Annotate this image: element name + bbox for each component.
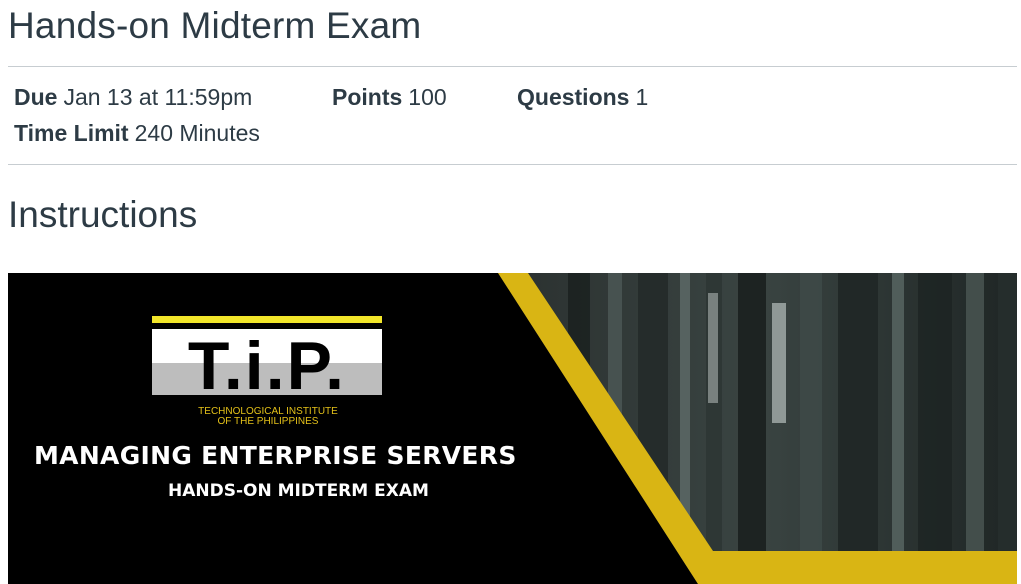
quiz-detail-questions xyxy=(517,82,648,112)
logo-tagline xyxy=(168,407,368,427)
time-limit-value: 240 Minutes xyxy=(134,120,260,146)
banner-graphic xyxy=(8,273,1017,584)
due-label: Due xyxy=(14,84,58,110)
instructions-heading: Instructions xyxy=(8,194,198,235)
points-label: Points xyxy=(332,84,403,110)
page-title: Hands-on Midterm Exam xyxy=(8,5,422,46)
logo-text: T.i.P. xyxy=(187,328,347,404)
tip-logo xyxy=(152,316,382,404)
questions-value: 1 xyxy=(635,84,649,110)
quiz-detail-time-limit xyxy=(14,118,260,148)
questions-label: Questions xyxy=(517,84,630,110)
divider-bottom xyxy=(8,164,1017,165)
logo-tagline-line1: TECHNOLOGICAL INSTITUTE xyxy=(198,406,338,417)
points-value: 100 xyxy=(408,84,447,110)
banner-exam-subtitle: HANDS-ON MIDTERM EXAM xyxy=(168,481,429,501)
time-limit-label: Time Limit xyxy=(14,120,129,146)
quiz-detail-due xyxy=(14,82,252,112)
divider-top xyxy=(8,66,1017,67)
due-value: Jan 13 at 11:59pm xyxy=(63,84,253,110)
logo-tagline-line2: OF THE PHILIPPINES xyxy=(217,416,319,427)
banner-course-title: MANAGING ENTERPRISE SERVERS xyxy=(34,441,517,470)
quiz-detail-points xyxy=(332,82,447,112)
instructions-banner-image xyxy=(8,273,1017,584)
